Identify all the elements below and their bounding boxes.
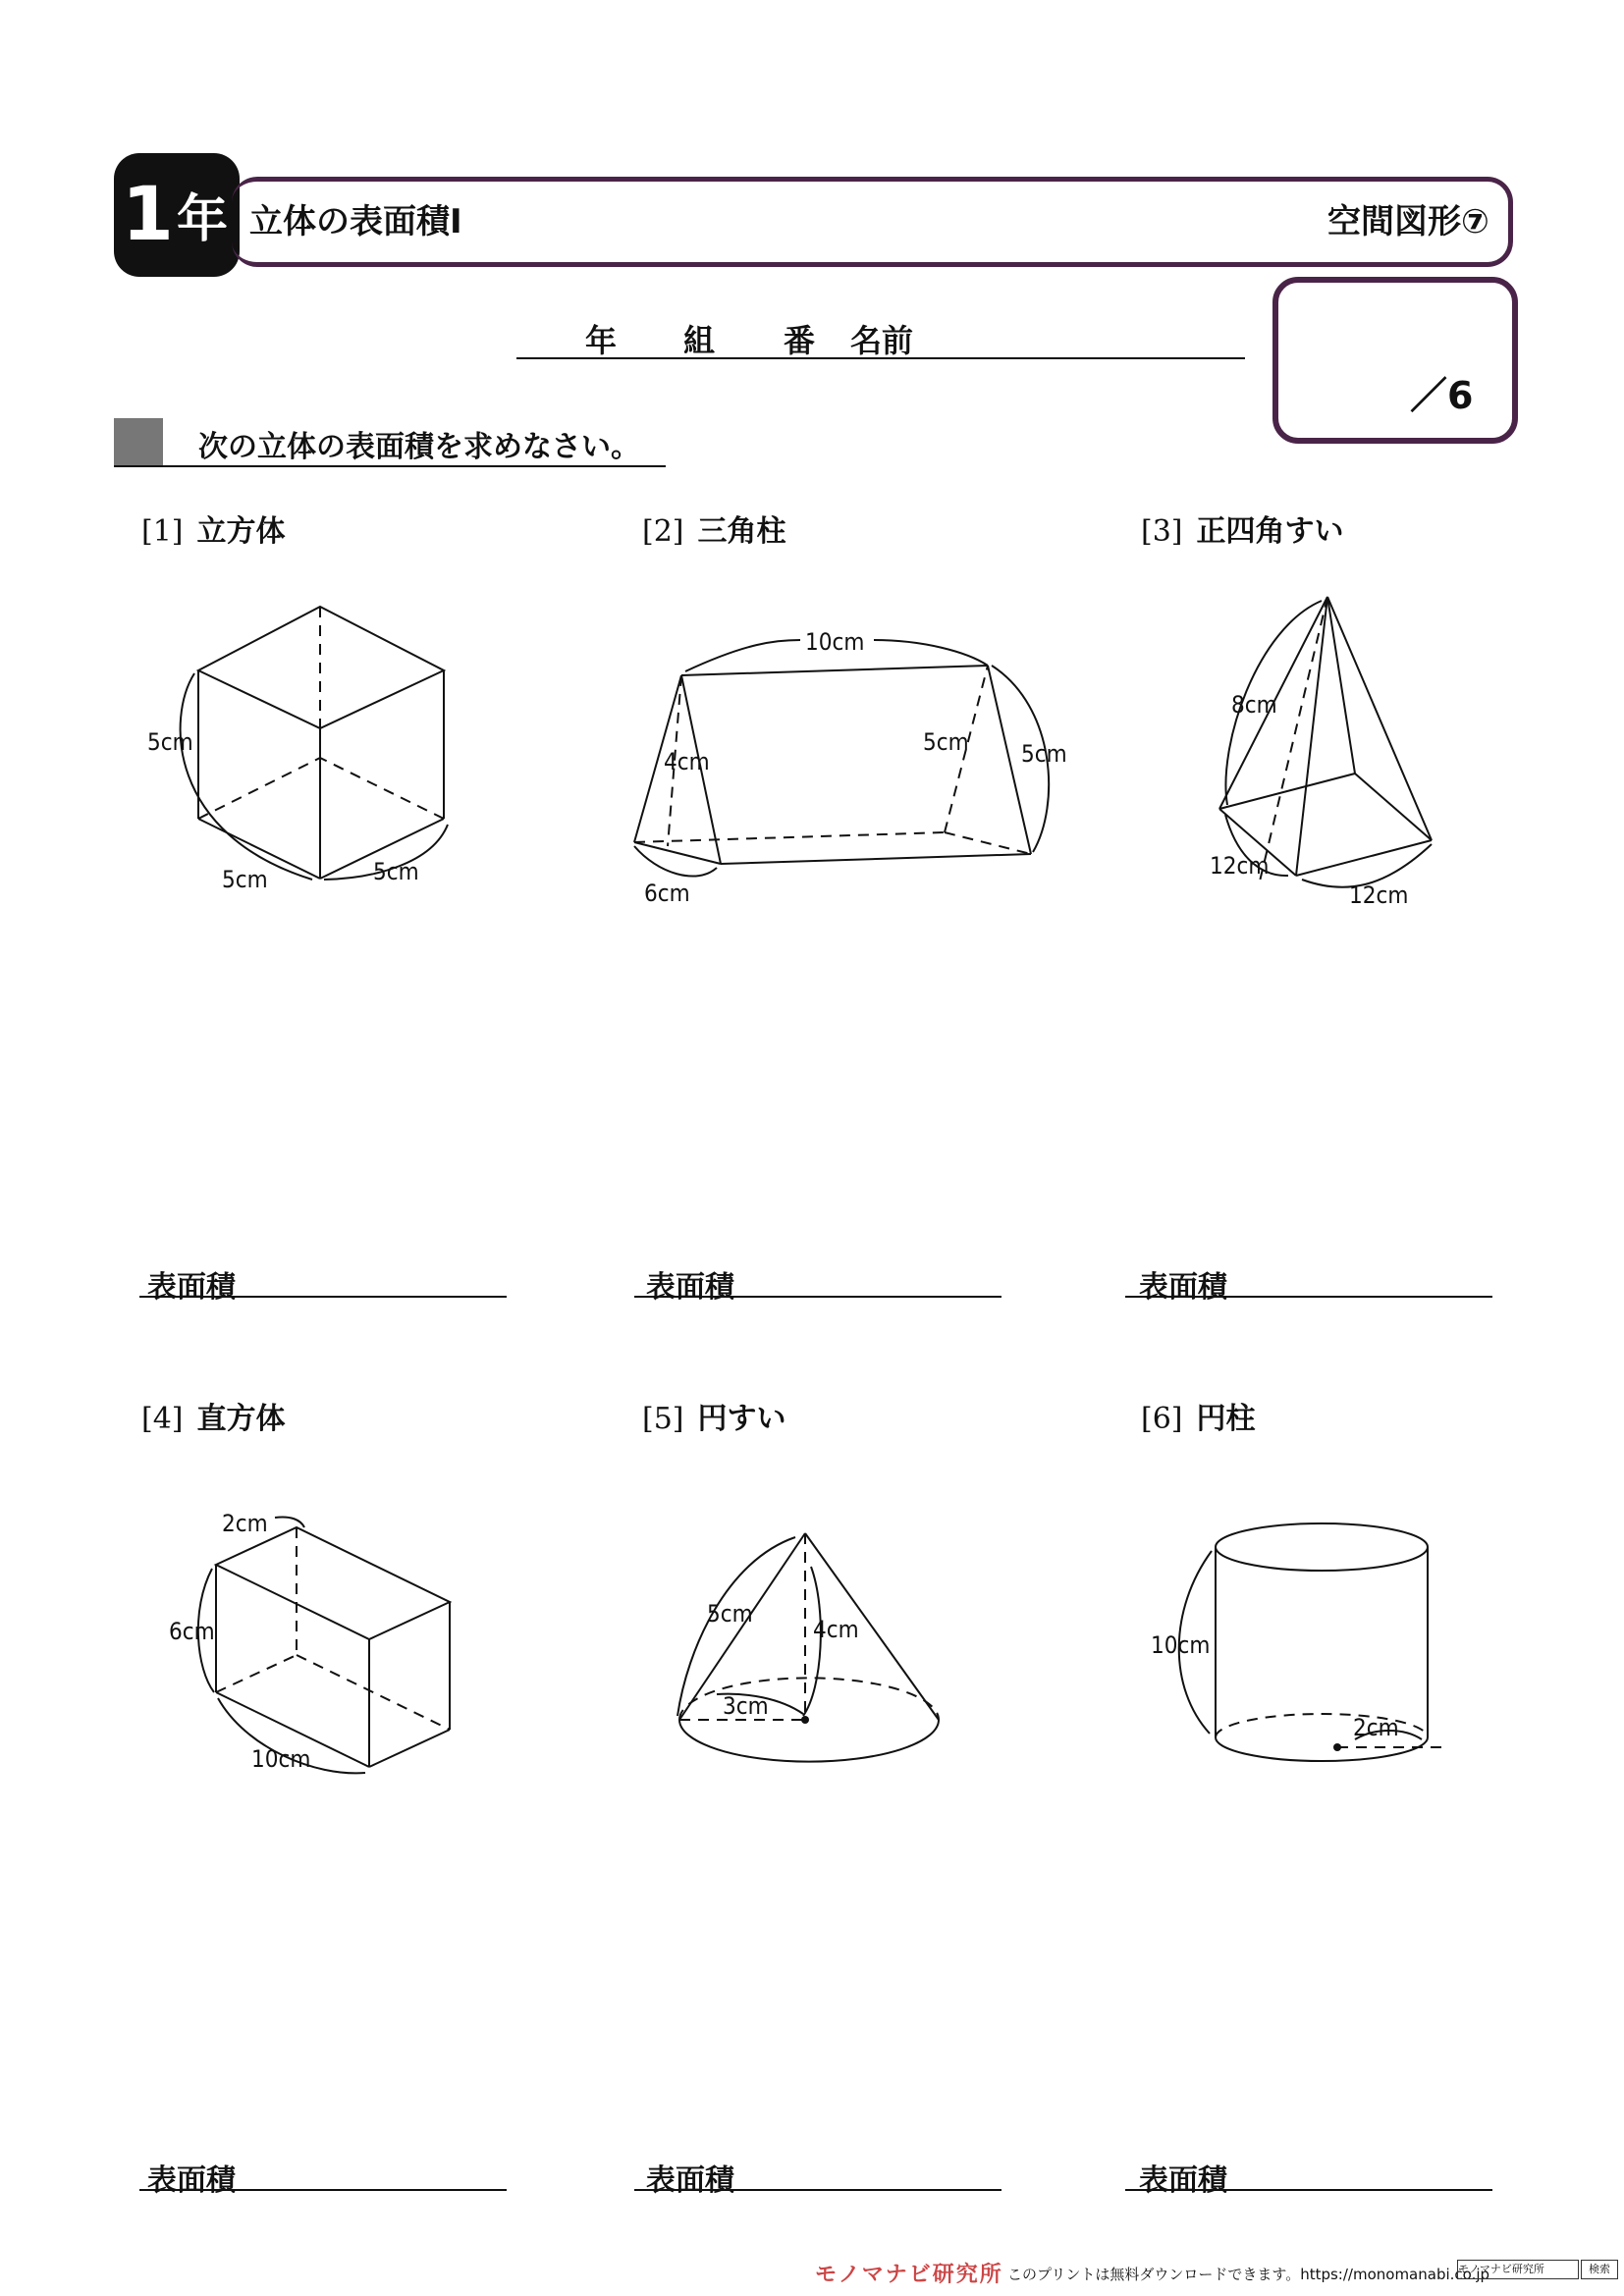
answer-label-5: 表面積 [646,2163,734,2198]
square-pyramid-figure [1210,597,1432,909]
dim-label: 8cm [1231,691,1277,719]
problem-number: [4] [141,1402,184,1436]
number-label: 番 [784,322,816,359]
problem-name: 円柱 [1196,1402,1256,1436]
footer-search-button[interactable]: 検索 [1581,2260,1618,2279]
unit-label: 空間図形⑦ [1327,202,1489,241]
dim-label: 6cm [644,880,690,907]
answer-line-1[interactable] [139,1296,507,1298]
dim-label: 5cm [222,866,268,893]
problem-name: 正四角すい [1196,514,1344,549]
rectangular-box-figure [169,1510,450,1773]
dim-label: 5cm [707,1600,753,1628]
dim-label: 4cm [813,1616,859,1643]
answer-line-6[interactable] [1125,2189,1492,2191]
year-label: 年 [585,322,618,359]
answer-label-3: 表面積 [1139,1270,1227,1305]
cone-figure [677,1533,939,1762]
dim-label: 10cm [1151,1631,1211,1659]
dim-label: 2cm [222,1510,268,1537]
problem-name: 直方体 [196,1402,286,1436]
problem-number: [3] [1141,514,1183,549]
dim-label: 5cm [1021,740,1067,768]
footer-search-box[interactable]: モノマナビ研究所 [1457,2260,1579,2279]
class-label: 組 [683,322,716,359]
grade-number: 1 [122,170,174,257]
answer-line-4[interactable] [139,2189,507,2191]
dim-label: 12cm [1210,852,1270,880]
answer-label-6: 表面積 [1139,2163,1227,2198]
problem-number: [1] [141,514,184,549]
dim-label: 10cm [251,1745,311,1773]
problem-number: [6] [1141,1402,1183,1436]
problem-number: [2] [642,514,684,549]
answer-line-3[interactable] [1125,1296,1492,1298]
dim-label: 2cm [1353,1714,1399,1741]
dim-label: 3cm [723,1692,769,1720]
name-label: 名前 [850,322,914,359]
triangular-prism-figure [634,628,1067,907]
dim-label: 4cm [664,748,710,775]
cube-figure [147,607,448,893]
dim-label: 10cm [805,628,865,656]
problem-number: [5] [642,1402,684,1436]
center-dot [1333,1743,1341,1751]
footer-text: このプリントは無料ダウンロードできます。https://monomanabi.co.jp [1007,2266,1490,2283]
center-dot [801,1716,809,1724]
answer-label-1: 表面積 [147,1270,236,1305]
dim-label: 12cm [1349,881,1409,909]
score-total: ／6 [1410,374,1474,417]
dim-label: 5cm [923,728,969,756]
problem-name: 三角柱 [697,514,786,549]
footer-logo: モノマナビ研究所 [815,2263,1003,2287]
worksheet-title: 立体の表面積Ⅰ [249,202,462,241]
dim-label: 5cm [373,858,419,885]
problem-name: 円すい [697,1402,786,1436]
cylinder-figure [1151,1523,1443,1761]
grade-unit: 年 [177,190,229,249]
dim-label: 6cm [169,1618,215,1645]
answer-label-2: 表面積 [646,1270,734,1305]
answer-line-2[interactable] [634,1296,1001,1298]
dim-label: 5cm [147,728,193,756]
instruction-text: 次の立体の表面積を求めなさい。 [198,430,640,464]
answer-line-5[interactable] [634,2189,1001,2191]
answer-label-4: 表面積 [147,2163,236,2198]
problem-name: 立方体 [196,514,286,549]
